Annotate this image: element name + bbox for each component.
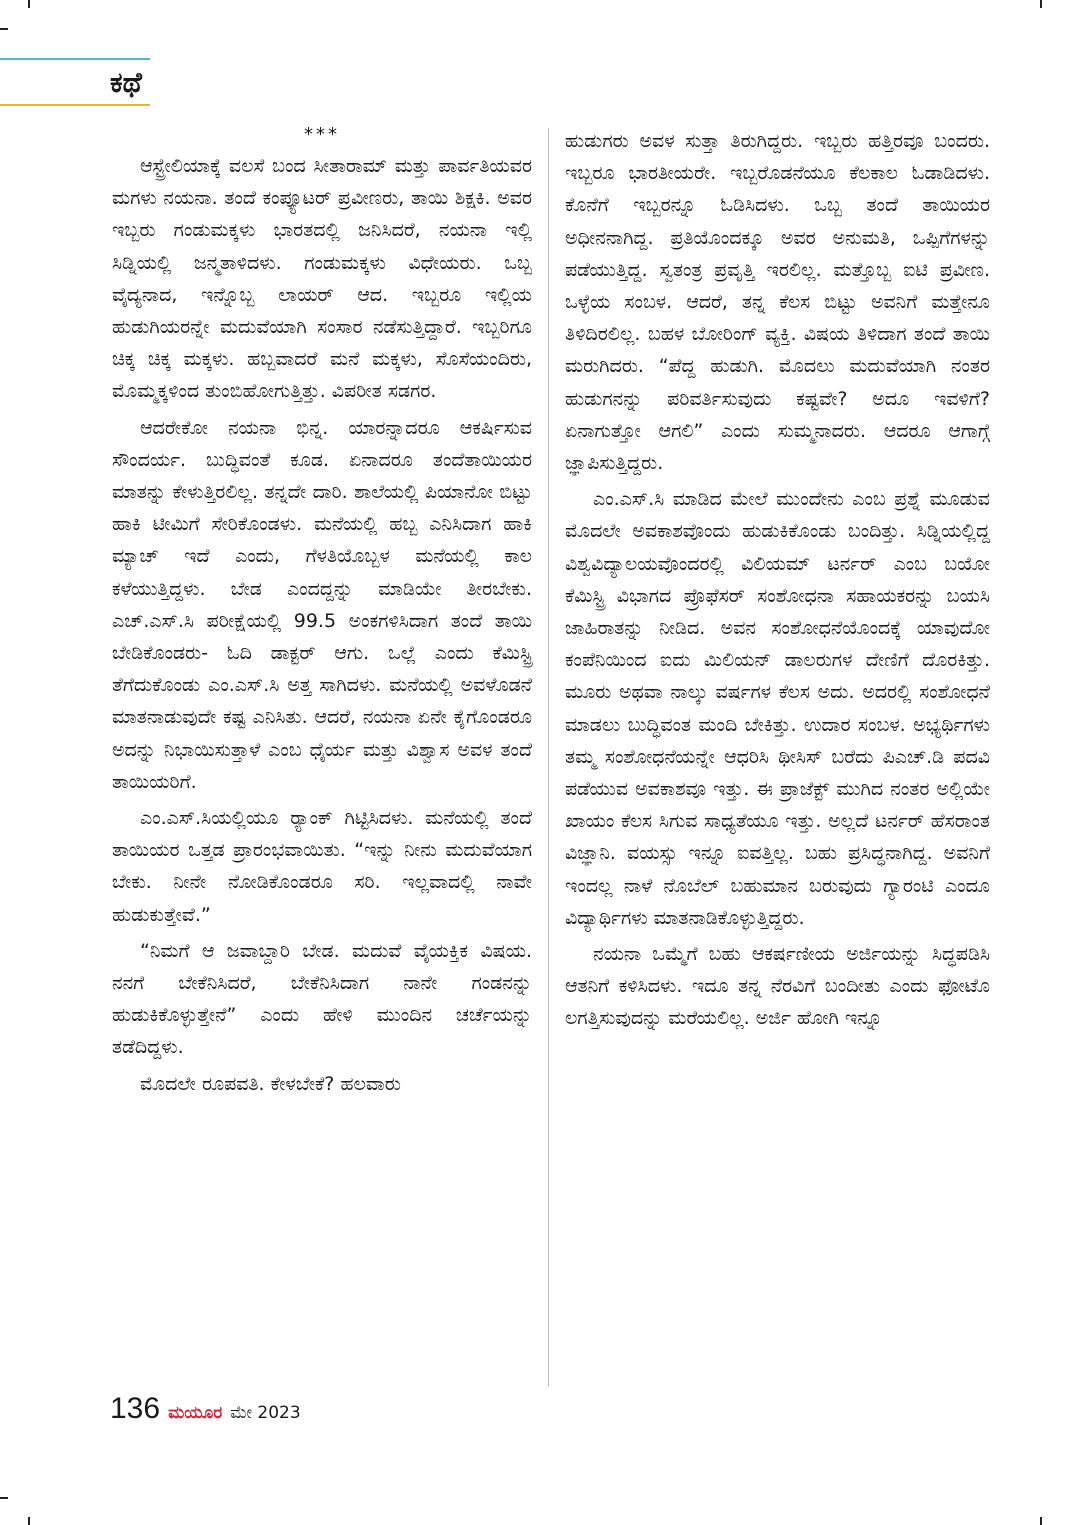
- paragraph: ಹುಡುಗರು ಅವಳ ಸುತ್ತಾ ತಿರುಗಿದ್ದರು. ಇಬ್ಬರು ಹತ್ತಿರವೂ ಬಂದರು. ಇಬ್ಬರೂ ಭಾರತೀಯರೇ. ಇಬ್ಬರೊಡನೆಯೂ ಕೆಲಕಾಲ ಓಡಾಡಿದಳು. ಕೊನೆಗೆ ಇಬ್ಬರನ್ನೂ ಓಡಿಸಿದಳು. ಒಬ್ಬ ತಂದೆ ತಾಯಿಯರ ಅಧೀನನಾಗಿದ್ದ. ಪ್ರತಿಯೊಂದಕ್ಕೂ ಅವರ ಅನುಮತಿ, ಒಪ್ಪಿಗೆಗಳನ್ನು ಪಡೆಯುತ್ತಿದ್ದ. ಸ್ವತಂತ್ರ ಪ್ರವೃತ್ತಿ ಇರಲಿಲ್ಲ. ಮತ್ತೊಬ್ಬ ಐಟಿ ಪ್ರವೀಣ. ಒಳ್ಳೆಯ ಸಂಬಳ. ಆದರೆ, ತನ್ನ ಕೆಲಸ ಬಿಟ್ಟು ಅವನಿಗೆ ಮತ್ತೇನೂ ತಿಳಿದಿರಲಿಲ್ಲ. ಬಹಳ ಬೋರಿಂಗ್ ವ್ಯಕ್ತಿ. ವಿಷಯ ತಿಳಿದಾಗ ತಂದೆ ತಾಯಿ ಮರುಗಿದರು. “ಪೆದ್ದ ಹುಡುಗಿ. ಮೊದಲು ಮದುವೆಯಾಗಿ ನಂತರ ಹುಡುಗನನ್ನು ಪರಿವರ್ತಿಸುವುದು ಕಷ್ಟವೇ? ಅದೂ ಇವಳಿಗೆ? ಏನಾಗುತ್ತೋ ಆಗಲಿ” ಎಂದು ಸುಮ್ಮನಾದರು. ಆದರೂ ಆಗಾಗ್ಗೆ ಜ್ಞಾಪಿಸುತ್ತಿದ್ದರು.: [565, 130, 990, 475]
- crop-mark-bottom-right: [1040, 1517, 1042, 1525]
- left-column: [112, 120, 532, 1100]
- page-footer: [110, 1392, 301, 1432]
- crop-mark-bottom-left: [28, 1517, 30, 1525]
- paragraph: ಎಂ.ಎಸ್.ಸಿಯಲ್ಲಿಯೂ ರ್‍ಯಾಂಕ್ ಗಿಟ್ಟಿಸಿದಳು. ಮನೆಯಲ್ಲಿ ತಂದೆ ತಾಯಿಯರ ಒತ್ತಡ ಪ್ರಾರಂಭವಾಯಿತು. “ಇನ್ನು ನೀನು ಮದುವೆಯಾಗ ಬೇಕು. ನೀನೇ ನೋಡಿಕೊಂಡರೂ ಸರಿ. ಇಲ್ಲವಾದಲ್ಲಿ ನಾವೇ ಹುಡುಕುತ್ತೇವೆ.”: [112, 807, 532, 926]
- magazine-logo: ಮಯೂರ: [168, 1403, 223, 1423]
- paragraph: ಆದರೇಕೋ ನಯನಾ ಭಿನ್ನ. ಯಾರನ್ನಾದರೂ ಆಕರ್ಷಿಸುವ ಸೌಂದರ್ಯ. ಬುದ್ಧಿವಂತೆ ಕೂಡ. ಏನಾದರೂ ತಂದೆತಾಯಿಯರ ಮಾತನ್ನು ಕೇಳುತ್ತಿರಲಿಲ್ಲ. ತನ್ನದೇ ದಾರಿ. ಶಾಲೆಯಲ್ಲಿ ಪಿಯಾನೋ ಬಿಟ್ಟು ಹಾಕಿ ಟೀಮಿಗೆ ಸೇರಿಕೊಂಡಳು. ಮನೆಯಲ್ಲಿ ಹಬ್ಬ ಎನಿಸಿದಾಗ ಹಾಕಿ ಮ್ಯಾಚ್ ಇದೆ ಎಂದು, ಗೆಳತಿಯೊಬ್ಬಳ ಮನೆಯಲ್ಲಿ ಕಾಲ ಕಳೆಯುತ್ತಿದ್ದಳು. ಬೇಡ ಎಂದದ್ದನ್ನು ಮಾಡಿಯೇ ತೀರಬೇಕು. ಎಚ್.ಎಸ್.ಸಿ ಪರೀಕ್ಷೆಯಲ್ಲಿ 99.5 ಅಂಕಗಳಿಸಿದಾಗ ತಂದೆ ತಾಯಿ ಬೇಡಿಕೊಂಡರು- ಓದಿ ಡಾಕ್ಟರ್ ಆಗು. ಒಲ್ಲೆ ಎಂದು ಕೆಮಿಸ್ಟ್ರಿ ತೆಗೆದುಕೊಂಡು ಎಂ.ಎಸ್.ಸಿ ಅತ್ತ ಸಾಗಿದಳು. ಮನೆಯಲ್ಲಿ ಅವಳೊಡನೆ ಮಾತನಾಡುವುದೇ ಕಷ್ಟ ಎನಿಸಿತು. ಆದರೆ, ನಯನಾ ಏನೇ ಕೈಗೊಂಡರೂ ಅದನ್ನು ನಿಭಾಯಿಸುತ್ತಾಳೆ ಎಂಬ ಧೈರ್ಯ ಮತ್ತು ವಿಶ್ವಾಸ ಅವಳ ತಂದೆ ತಾಯಿಯರಿಗೆ.: [112, 416, 532, 793]
- section-separator: ***: [304, 124, 340, 145]
- issue-date: ಮೇ 2023: [230, 1403, 301, 1423]
- paragraph: “ನಿಮಗೆ ಆ ಜವಾಬ್ದಾರಿ ಬೇಡ. ಮದುವೆ ವೈಯಕ್ತಿಕ ವಿಷಯ. ನನಗೆ ಬೇಕೆನಿಸಿದರೆ, ಬೇಕೆನಿಸಿದಾಗ ನಾನೇ ಗಂಡನನ್ನು ಹುಡುಕಿಕೊಳ್ಳುತ್ತೇನೆ” ಎಂದು ಹೇಳಿ ಮುಂದಿನ ಚರ್ಚೆಯನ್ನು ತಡೆದಿದ್ದಳು.: [112, 939, 532, 1059]
- section-title: ಕಥೆ: [110, 66, 142, 99]
- paragraph: ನಯನಾ ಒಮ್ಮೆಗೆ ಬಹು ಆಕರ್ಷಣೀಯ ಅರ್ಜಿಯನ್ನು ಸಿದ್ಧಪಡಿಸಿ ಆತನಿಗೆ ಕಳಿಸಿದಳು. ಇದೂ ತನ್ನ ನೆರವಿಗೆ ಬಂದೀತು ಎಂದು ಫೋಟೊ ಲಗತ್ತಿಸುವುದನ್ನು ಮರೆಯಲಿಲ್ಲ. ಅರ್ಜಿ ಹೋಗಿ ಇನ್ನೂ: [565, 943, 990, 1030]
- column-divider: [548, 128, 549, 1386]
- crop-mark-left-lower: [0, 1497, 8, 1499]
- paragraph: ಮೊದಲೇ ರೂಪವತಿ. ಕೇಳಬೇಕೆ? ಹಲವಾರು: [140, 1072, 401, 1095]
- right-column: [565, 125, 990, 1035]
- crop-mark-top-left: [28, 0, 30, 8]
- crop-mark-left-upper: [0, 28, 8, 30]
- header-rule-top: [0, 58, 150, 60]
- header-rule-bottom: [0, 104, 150, 106]
- paragraph: ಎಂ.ಎಸ್.ಸಿ ಮಾಡಿದ ಮೇಲೆ ಮುಂದೇನು ಎಂಬ ಪ್ರಶ್ನೆ ಮೂಡುವ ಮೊದಲೇ ಅವಕಾಶವೊಂದು ಹುಡುಕಿಕೊಂಡು ಬಂದಿತ್ತು. ಸಿಡ್ನಿಯಲ್ಲಿದ್ದ ವಿಶ್ವವಿದ್ಯಾಲಯವೊಂದರಲ್ಲಿ ವಿಲಿಯಮ್ ಟರ್ನರ್ ಎಂಬ ಬಯೋ ಕೆಮಿಸ್ಟ್ರಿ ವಿಭಾಗದ ಪ್ರೊಫೆಸರ್ ಸಂಶೋಧನಾ ಸಹಾಯಕರನ್ನು ಬಯಸಿ ಜಾಹಿರಾತನ್ನು ನೀಡಿದ. ಅವನ ಸಂಶೋಧನೆಯೊಂದಕ್ಕೆ ಯಾವುದೋ ಕಂಪೆನಿಯಿಂದ ಐದು ಮಿಲಿಯನ್ ಡಾಲರುಗಳ ದೇಣಿಗೆ ದೊರಕಿತ್ತು. ಮೂರು ಅಥವಾ ನಾಲ್ಕು ವರ್ಷಗಳ ಕೆಲಸ ಅದು. ಅದರಲ್ಲಿ ಸಂಶೋಧನೆ ಮಾಡಲು ಬುದ್ಧಿವಂತ ಮಂದಿ ಬೇಕಿತ್ತು. ಉದಾರ ಸಂಬಳ. ಅಭ್ಯರ್ಥಿಗಳು ತಮ್ಮ ಸಂಶೋಧನೆಯನ್ನೇ ಆಧರಿಸಿ ಥೀಸಿಸ್ ಬರೆದು ಪಿಎಚ್.ಡಿ ಪದವಿ ಪಡೆಯುವ ಅವಕಾಶವೂ ಇತ್ತು. ಈ ಪ್ರಾಜೆಕ್ಟ್ ಮುಗಿದ ನಂತರ ಅಲ್ಲಿಯೇ ಖಾಯಂ ಕೆಲಸ ಸಿಗುವ ಸಾಧ್ಯತೆಯೂ ಇತ್ತು. ಅಲ್ಲದೆ ಟರ್ನರ್ ಹೆಸರಾಂತ ವಿಜ್ಞಾನಿ. ವಯಸ್ಸು ಇನ್ನೂ ಐವತ್ತಿಲ್ಲ. ಬಹು ಪ್ರಸಿದ್ಧನಾಗಿದ್ದ. ಅವನಿಗೆ ಇಂದಲ್ಲ ನಾಳೆ ನೊಬೆಲ್ ಬಹುಮಾನ ಬರುವುದು ಗ್ಯಾರಂಟಿ ಎಂದೂ ವಿದ್ಯಾರ್ಥಿಗಳು ಮಾತನಾಡಿಕೊಳ್ಳುತ್ತಿದ್ದರು.: [565, 488, 990, 929]
- paragraph: ಆಸ್ಟ್ರೇಲಿಯಾಕ್ಕೆ ವಲಸೆ ಬಂದ ಸೀತಾರಾಮ್ ಮತ್ತು ಪಾರ್ವತಿಯವರ ಮಗಳು ನಯನಾ. ತಂದೆ ಕಂಪ್ಯೂಟರ್ ಪ್ರವೀಣರು, ತಾಯಿ ಶಿಕ್ಷಕಿ. ಅವರ ಇಬ್ಬರು ಗಂಡುಮಕ್ಕಳು ಭಾರತದಲ್ಲಿ ಜನಿಸಿದರೆ, ನಯನಾ ಇಲ್ಲಿ ಸಿಡ್ನಿಯಲ್ಲಿ ಜನ್ಮತಾಳಿದಳು. ಗಂಡುಮಕ್ಕಳು ವಿಧೇಯರು. ಒಬ್ಬ ವೈದ್ಯನಾದ, ಇನ್ನೊಬ್ಬ ಲಾಯರ್ ಆದ. ಇಬ್ಬರೂ ಇಲ್ಲಿಯ ಹುಡುಗಿಯರನ್ನೇ ಮದುವೆಯಾಗಿ ಸಂಸಾರ ನಡೆಸುತ್ತಿದ್ದಾರೆ. ಇಬ್ಬರಿಗೂ ಚಿಕ್ಕ ಚಿಕ್ಕ ಮಕ್ಕಳು. ಹಬ್ಬವಾದರೆ ಮನೆ ಮಕ್ಕಳು, ಸೊಸೆಯಂದಿರು, ಮೊಮ್ಮಕ್ಕಳಿಂದ ತುಂಬಿಹೋಗುತ್ತಿತ್ತು. ವಿಪರೀತ ಸಡಗರ.: [112, 155, 532, 403]
- crop-mark-top-right: [1040, 0, 1042, 8]
- page-number: 136: [110, 1392, 161, 1425]
